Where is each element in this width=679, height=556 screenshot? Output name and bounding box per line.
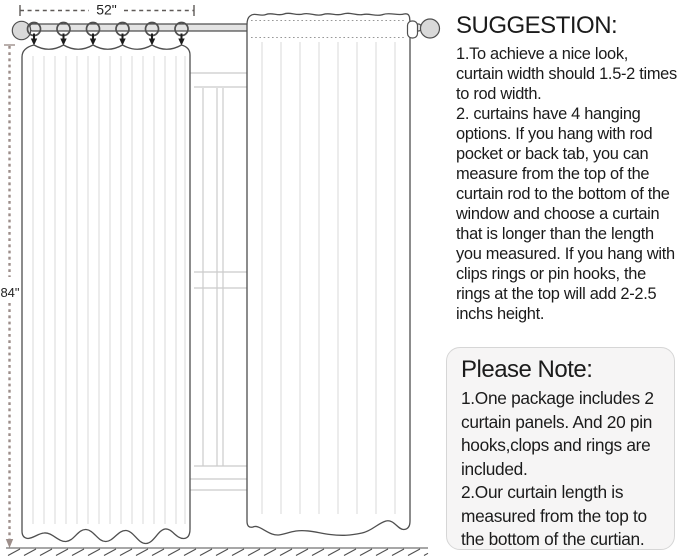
suggestion-item-1: 1.To achieve a nice look, curtain width should 1.5-2 times to rod width. <box>456 45 677 104</box>
floor-hatching <box>8 549 428 556</box>
right-curtain-panel <box>247 13 410 535</box>
window <box>189 73 252 490</box>
note-box <box>446 347 675 550</box>
suggestion-section <box>456 13 679 324</box>
floor <box>6 548 428 556</box>
rod-width-label: 52" <box>96 1 117 18</box>
right-curtain <box>247 13 418 535</box>
rod-pocket-collar <box>408 21 418 38</box>
suggestion-title: SUGGESTION: <box>456 12 618 39</box>
note-item-1: 1.One package includes 2 curtain panels. And 20 pin hooks,clops and rings are included. <box>461 388 654 479</box>
left-curtain <box>22 45 190 544</box>
suggestion-item-2: 2. curtains have 4 hanging options. If you hang with rod pocket or back tab, you can measure from the top of the curtain rod to the bottom of the window and choose a curtain that is longer than the length you measured. If you hang with clips rings or pin hooks, the rings at the top will add 2-2.5 inchs height. <box>456 105 675 324</box>
curtain-length-label: 84" <box>0 285 20 300</box>
height-arrow <box>6 539 13 548</box>
finial-right <box>421 19 440 38</box>
note-item-2: 2.Our curtain length is measured from the top to the bottom of the curtian. <box>461 482 647 550</box>
curtain-clips <box>31 34 185 46</box>
note-title: Please Note: <box>461 356 593 383</box>
